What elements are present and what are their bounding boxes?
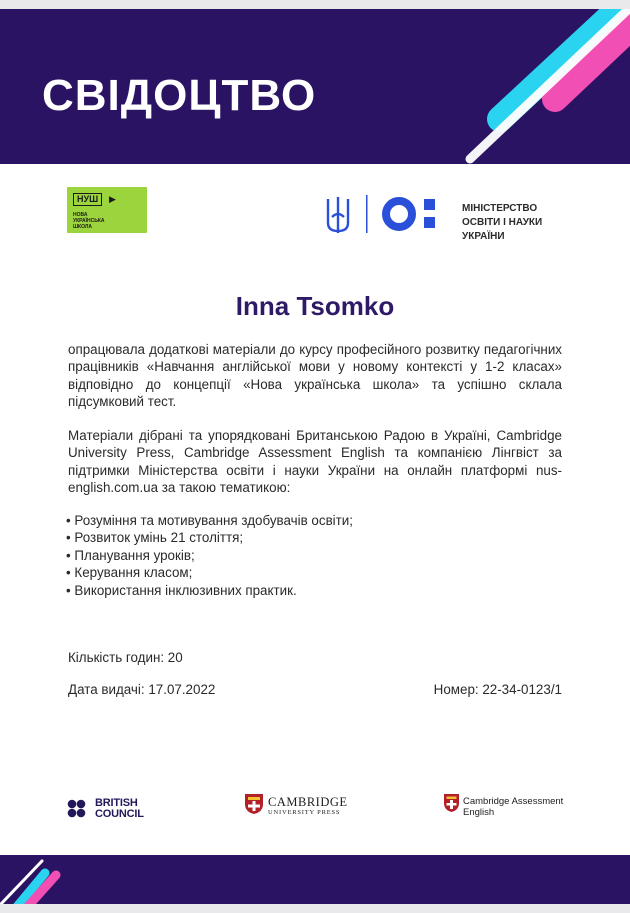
list-item: • Керування класом; [66,564,353,581]
ministry-name: МІНІСТЕРСТВО ОСВІТИ І НАУКИ УКРАЇНИ [462,203,543,242]
nush-subtitle: НОВА УКРАЇНСЬКА ШКОЛА [73,212,105,230]
certificate [0,9,630,904]
issue-date: Дата видачі: 17.07.2022 [68,682,216,697]
certificate-number: Номер: 22-34-0123/1 [433,682,562,697]
list-item: • Розвиток умінь 21 століття; [66,529,353,546]
cambridge-shield-icon [443,793,460,813]
cambridge-assessment-logo [443,793,573,823]
nush-abbr: НУШ [73,193,102,206]
body-paragraph-2: Матеріали дібрані та упорядковані Британською Радою в Україні, Cambridge University Press, Cambridge Assessment English та компанією Лінгвіст за підтримки Міністерства освіти і науки України на онлайн платформі nus-english.com.ua за такою тематикою: [68,428,562,496]
trident-icon [322,189,462,239]
british-council-logo [67,794,177,824]
list-item: • Планування уроків; [66,547,353,564]
cambridge-university-press-logo [244,793,364,823]
body-paragraph-1: опрацювала додаткові матеріали до курсу професійного розвитку педагогічних працівників «Навчання англійської мови у новому контексті у 1-2 класах» відповідно до концепції «Нова українська школа» та успішно склала підсумковий тест. [68,342,562,410]
cambridge-assessment-name: Cambridge Assessment English [463,796,564,818]
british-council-dots-icon [67,799,91,823]
logos-row [0,179,630,249]
footer-band [0,855,630,904]
cambridge-up-name: CAMBRIDGE UNIVERSITY PRESS [268,795,348,816]
cambridge-shield-icon [244,793,264,815]
recipient-name: Inna Tsomko [235,291,395,321]
ministry-logo [322,189,582,242]
partner-logos [0,789,630,829]
topics-list [66,512,353,599]
play-arrow-icon: ▶ [109,194,116,204]
british-council-name: BRITISH COUNCIL [95,797,144,820]
footer-stripes [0,855,630,904]
list-item: • Використання інклюзивних практик. [66,582,353,599]
list-item: • Розуміння та мотивування здобувачів освіти; [66,512,353,529]
decorative-stripes [0,9,630,164]
hours-count: Кількість годин: 20 [68,650,183,665]
header-band [0,9,630,164]
certificate-title: СВІДОЦТВО [42,71,317,120]
nush-logo [67,187,147,233]
